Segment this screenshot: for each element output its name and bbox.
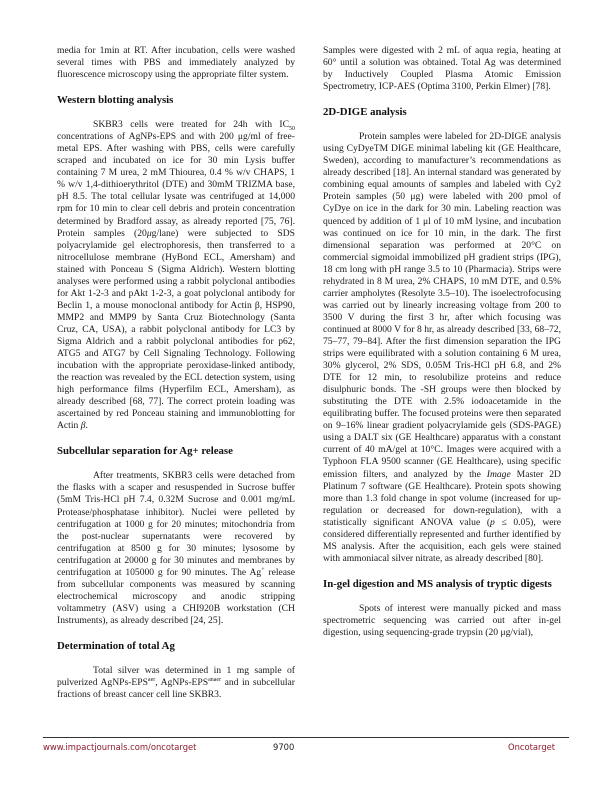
paragraph-subcellular-separation: After treatments, SKBR3 cells were detached from the flasks with a scaper and resuspended in Sucrose buffer (5mM Tris-HCl pH 7.4, 0.32M Sucrose and 0.001 mg/mL Protease/phosphatase inhibitor). Nuclei were pelleted by centrifugation at 1000 g for 20 minutes; mitochondria from the post-nuclear supernatants were recovered by centrifugation at 8500 g for 30 minutes; lysosome by centrifugation at 20000 g for 30 minutes and membranes by centrifugation at 105000 g for 90 minutes. The Ag+ release from subcellular components was measured by scanning electrochemical microscopy and anodic stripping voltammetry (ASV) using a CHI920B workstation (CH Instruments), as already described [24, 25]. (57, 470, 296, 626)
footer-journal-name: Oncotarget (508, 742, 556, 752)
section-heading-total-ag: Determination of total Ag (57, 639, 175, 652)
footer-divider (43, 737, 569, 738)
paragraph-in-gel-digestion: Spots of interest were manually picked and mass spectrometric sequencing was carried out after in-gel digestion, using sequencing-grade trypsin (20 μg/vial), (323, 602, 561, 638)
right-column (323, 45, 561, 639)
left-column (57, 45, 295, 701)
intro-paragraph-right: Samples were digested with 2 mL of aqua regia, heating at 60° until a solution was obtained. Total Ag was determined by Inductively Coupled Plasma Atomic Emission Spectrometry, ICP-AES (Optima 3100, Perkin Elmer) [78]. (323, 45, 561, 93)
section-heading-subcellular-separation: Subcellular separation for Ag+ release (57, 445, 233, 458)
section-heading-2d-dige: 2D-DIGE analysis (323, 106, 407, 119)
section-heading-western-blotting: Western blotting analysis (57, 94, 174, 107)
paragraph-western-blotting: SKBR3 cells were treated for 24h with $IC_{50}$ concentrations of AgNPs-EPS and with 200 μg/ml of free-metal EPS. After washing with PBS, cells were carefully scraped and incubated on ice for 30 min Lysis buffer containing 7 M urea, 2 mM Thiourea, 0.4 % w/v CHAPS, 1 % w/v 1,4-dithioerythritol (DTE) and 30mM TRIZMA base, pH 8.5. The total cellular lysate was centrifuged at 14,000 rpm for 10 min to clear cell debris and protein concentration determined by Bradford assay, as already reported [75, 76]. Protein samples (20μg/lane) were subjected to SDS polyacrylamide gel electrophoresis, then transferred to a nitrocellulose membrane (HyBond ECL, Amersham) and stained with Ponceau S (Sigma Aldrich). Western blotting analyses were performed using a rabbit polyclonal antibodies for Akt 1-2-3 and pAkt 1-2-3, a goat polyclonal antibody for Beclin 1, a mouse monoclonal antibody for Actin β, HSP90, MMP2 and MMP9 by Santa Cruz Biotechnology (Santa Cruz, CA, USA), a rabbit polyclonal antibody for LC3 by Sigma Aldrich and a rabbit polyclonal antibodies for p62, ATG5 and ATG7 by Cell Signaling Technology. Following incubation with the appropriate peroxidase-linked antibody, the reaction was revealed by the ECL detection system, using high performance films (Hyperfilm ECL, Amersham), as already described [68, 77]. The correct protein loading was ascertained by red Ponceau staining and immunoblotting for Actin β. (57, 119, 295, 432)
paragraph-total-ag: Total silver was determined in 1 mg sample of pulverized AgNPs-$EPS^{aer}$, AgNPs-$EPS^{anaer}$ and in subcellular fractions of breast cancer cell line SKBR3. (57, 664, 295, 701)
section-heading-in-gel-digestion: In-gel digestion and MS analysis of tryptic digests (323, 577, 552, 590)
page-number: 9700 (273, 742, 295, 752)
paragraph-2d-dige: Protein samples were labeled for 2D-DIGE analysis using CyDyeTM DIGE minimal labeling kit (GE Healthcare, Sweden), according to manufacturer’s recommendations as already described [18]. An internal standard was generated by combining equal amounts of samples and labeled with Cy2 Protein samples (50 μg) were labeled with 200 pmol of CyDye on ice in the dark for 30 min. Labeling reaction was quenced by addition of 1 μl of 10 mM lysine, and incubation was continued on ice for 10 min, in the dark. The first dimensional separation was performed at 20°C on commercial sigmoidal immobilized pH gradient strips (IPG), 18 cm long with pH range 3.5 to 10 (Pharmacia). Strips were rehydrated in 8 M urea, 2% CHAPS, 10 mM DTE, and 0.5% carrier ampholytes (Resolyte 3.5–10). The isoelectrofocusing was carried out by linearly increasing voltage from 200 to 3500 V during the first 3 hr, after which focusing was continued at 8000 V for 8 hr, as already described [33, 68–72, 75–77, 79–84]. After the first dimension separation the IPG strips were equilibrated with a solution containing 6 M urea, 30% glycerol, 2% SDS, 0.05M Tris-HCl pH 6.8, and 2% DTE for 12 min, to resolubilize proteins and reduce disulphuric bonds. The -SH groups were then blocked by substituting the DTE with 2.5% iodoacetamide in the equilibrating buffer. The focused proteins were then separated on 9–16% linear gradient polyacrylamide gels (SDS-PAGE) using a DALT six (GE Healthcare) apparatus with a constant current of 40 mA/gel at 10°C. Images were acquired with a Typhoon FLA 9500 scanner (GE Healthcare), using specific emission filters, and analyzed by the Image Master 2D Platinum 7 software (GE Healthcare). Protein spots showing more than 1.3 fold change in spot volume (increased for up-regulation or decreased for down-regulation), with a statistically significant ANOVA value (p ≤ 0.05), were considered differentially represented and further identified by MS analysis. After the acquisition, each gels were stained with ammoniacal silver nitrate, as already described [80]. (323, 131, 562, 564)
intro-paragraph: media for 1min at RT. After incubation, cells were washed several times with PBS and immediately analyzed by fluorescence microscopy using the appropriate filter system. (57, 45, 295, 81)
footer-journal-url-link[interactable]: www.impactjournals.com/oncotarget (43, 742, 197, 752)
